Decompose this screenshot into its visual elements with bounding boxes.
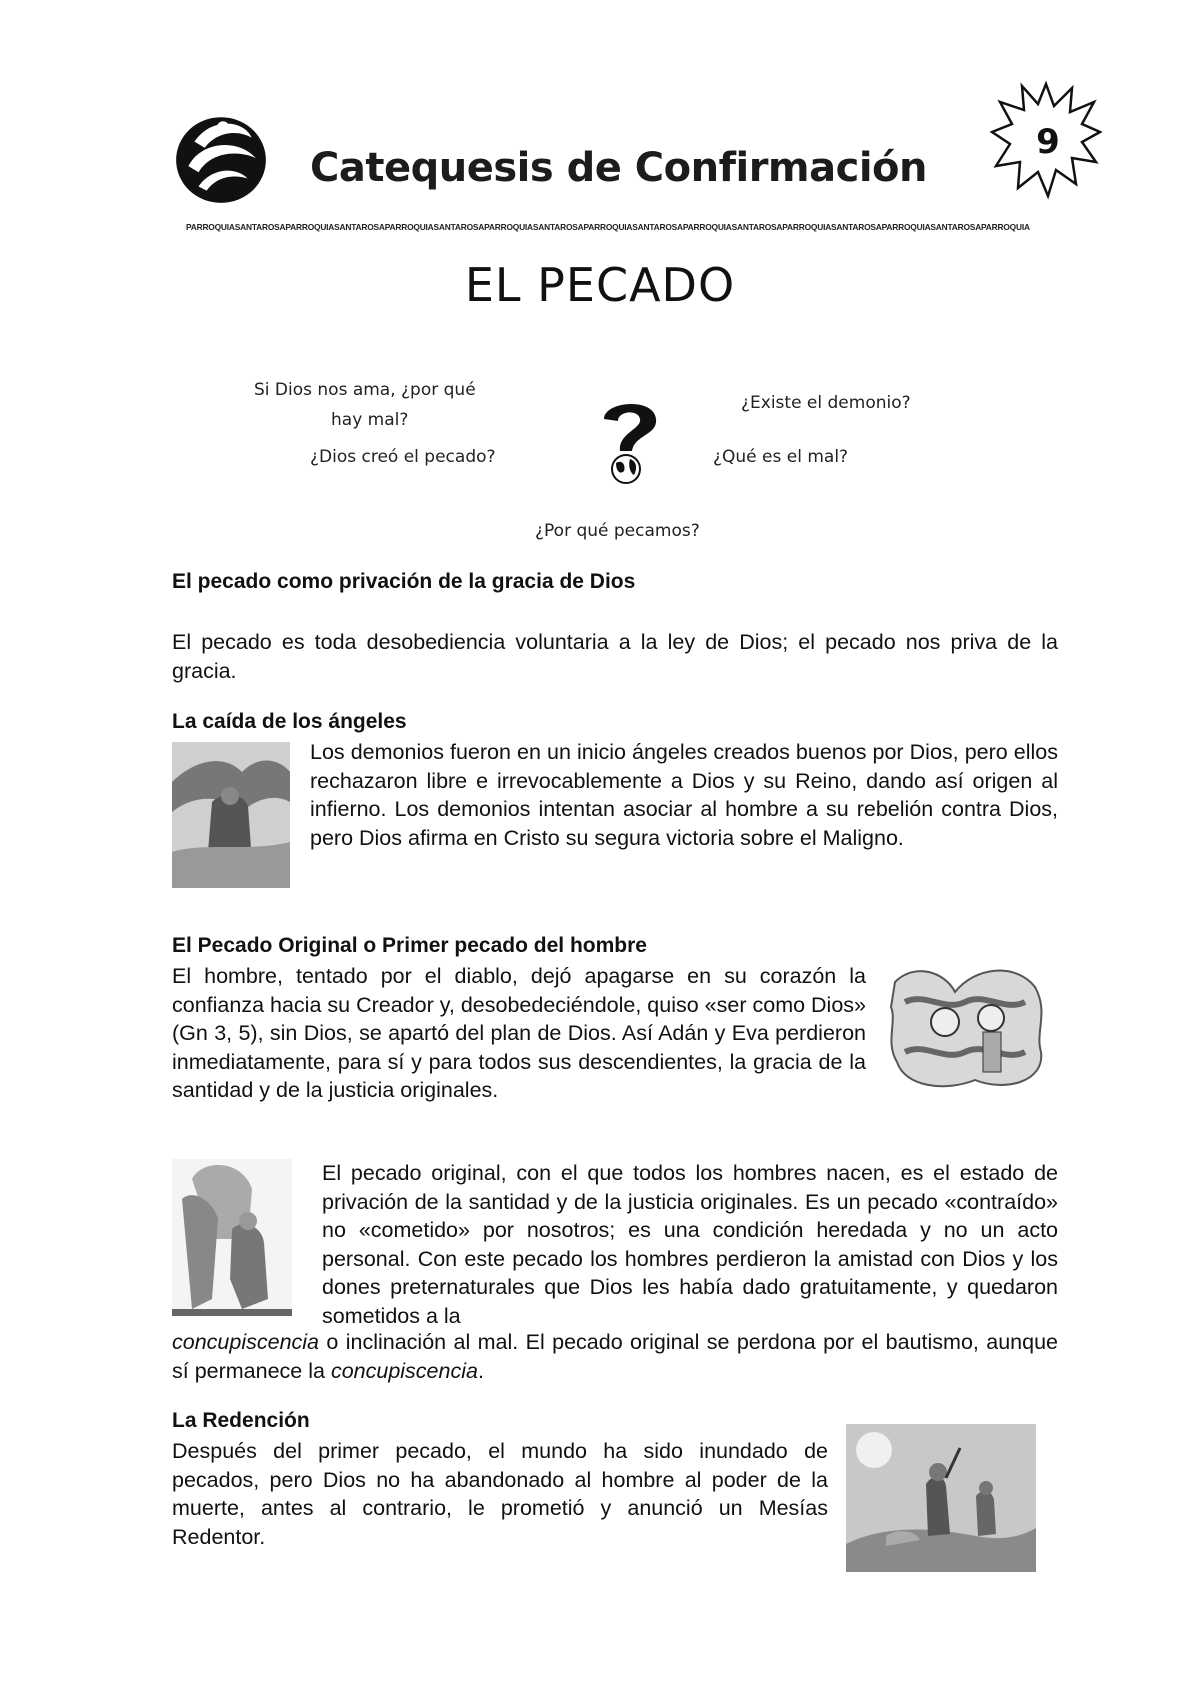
question-god-created-sin: ¿Dios creó el pecado? (310, 447, 496, 467)
section-body-original-sin-state: El pecado original, con el que todos los hombres nacen, es el estado de privación de la santidad y de la justicia originales. Es un pecado «contraído» no «cometido» por nosotros; es una condición heredada y no un acto personal. Con este pecado los hombres perdieron la amistad con Dios y los dones preternaturales que Dios les había dado gratuitamente, y quedaron sometidos a la (322, 1161, 1058, 1328)
term-concupiscence-2: concupiscencia (330, 1358, 478, 1383)
section-heading-original-sin: El Pecado Original o Primer pecado del hombre (172, 934, 647, 957)
section-body-privation: El pecado es toda desobediencia voluntaria a la ley de Dios; el pecado nos priva de la gracia. (172, 630, 1058, 683)
section-heading-redemption: La Redención (172, 1409, 310, 1432)
question-mark-globe-icon (590, 395, 668, 485)
question-god-loves: Si Dios nos ama, ¿por qué (254, 380, 476, 400)
adam-eve-serpent-illustration (885, 962, 1049, 1092)
fallen-angel-illustration (172, 742, 290, 888)
section-heading-fall-of-angels: La caída de los ángeles (172, 710, 407, 733)
redemption-illustration (846, 1424, 1036, 1572)
question-why-we-sin: ¿Por qué pecamos? (535, 521, 700, 541)
parish-name-strip: PARROQUIASANTAROSAPARROQUIASANTAROSAPARROQUIASANTAROSAPARROQUIASANTAROSAPARROQUIASANTAROSAPARROQUIASANTAROSAPARROQUIASANTAROSAPARROQUIASANTAROSAPARROQUIA (186, 222, 1030, 232)
parish-logo (170, 106, 272, 210)
section-body-original-sin: El hombre, tentado por el diablo, dejó apagarse en su corazón la confianza hacia su Creador y, desobedeciéndole, quiso «ser como Dios» (Gn 3, 5), sin Dios, se apartó del plan de Dios. Así Adán y Eva perdieron inmediatamente, para sí y para todos sus descendientes, la gracia de la santidad y de la justicia originales. (172, 964, 866, 1102)
term-concupiscence: concupiscencia (172, 1330, 320, 1354)
section-body-fall-of-angels: Los demonios fueron en un inicio ángeles creados buenos por Dios, pero ellos rechazaron libre e irrevocablemente a Dios y su Reino, dando así origen al infierno. Los demonios intentan asociar al hombre a su rebelión contra Dios, pero Dios afirma en Cristo su segura victoria sobre el Maligno. (310, 740, 1058, 850)
section-heading-privation: El pecado como privación de la gracia de Dios (172, 570, 636, 593)
question-devil-exists: ¿Existe el demonio? (741, 393, 911, 413)
section-body-redemption: Después del primer pecado, el mundo ha sido inundado de pecados, pero Dios no ha abandonado al hombre al poder de la muerte, antes al contrario, le prometió y anunció un Mesías Redentor. (172, 1439, 828, 1549)
lesson-number: 9 (1036, 122, 1060, 162)
section-body-concupiscence: concupiscencia o inclinación al mal. El pecado original se perdona por el bautismo, aunque sí permanece la concupiscencia. (172, 1330, 1058, 1383)
question-what-is-evil: ¿Qué es el mal? (713, 447, 849, 467)
document-title: Catequesis de Confirmación (310, 145, 927, 191)
expulsion-from-paradise-illustration (172, 1159, 292, 1316)
question-god-loves-cont: hay mal? (331, 410, 409, 430)
lesson-title: EL PECADO (464, 258, 736, 312)
